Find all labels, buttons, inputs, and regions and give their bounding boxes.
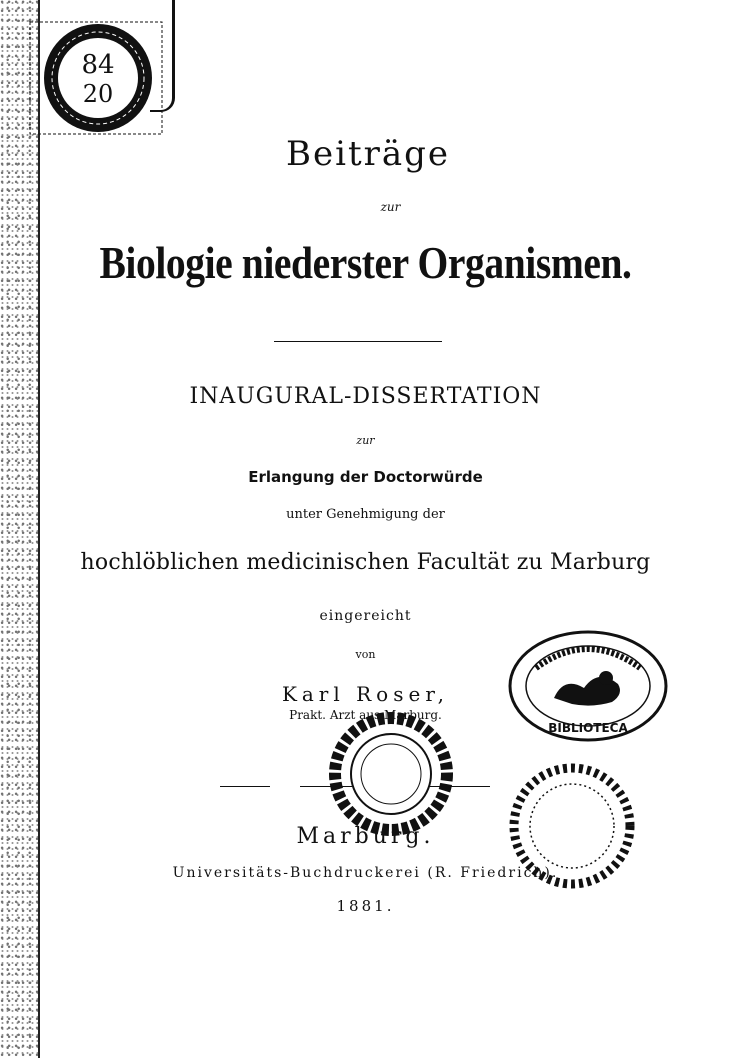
lower-right-stamp	[500, 762, 646, 894]
top-left-stamp-icon	[28, 18, 168, 138]
dissertation-heading: INAUGURAL-DISSERTATION	[189, 384, 542, 409]
main-title: Biologie niederster Organismen.	[99, 237, 632, 288]
top-left-stamp	[28, 18, 168, 138]
imprint-printer: Universitäts-Buchdruckerei (R. Friedrich).	[172, 865, 559, 881]
middle-round-stamp	[318, 716, 464, 822]
svg-text:84: 84	[81, 50, 115, 80]
approval-line: unter Genehmigung der	[286, 507, 445, 522]
author-name: Karl Roser,	[281, 682, 450, 706]
imprint-divider-left	[220, 786, 270, 787]
library-seal-icon	[506, 628, 670, 744]
imprint-year: 1881.	[336, 897, 395, 915]
submitted-line: eingereicht	[319, 608, 412, 624]
dashed-seal-icon	[500, 762, 646, 894]
title-divider	[274, 341, 442, 342]
by-line: von	[355, 648, 376, 661]
svg-text:BIBLIOTECA: BIBLIOTECA	[548, 721, 628, 735]
imprint-place: Marburg.	[296, 824, 435, 849]
purpose-line: Erlangung der Doctorwürde	[248, 468, 483, 486]
faculty-line: hochlöblichen medicinischen Facultät zu Marburg	[80, 550, 651, 575]
round-seal-icon	[318, 716, 464, 822]
svg-text:20: 20	[82, 80, 114, 108]
author-title: Prakt. Arzt aus Marburg.	[289, 708, 442, 722]
title-conjunction-1: zur	[380, 200, 401, 214]
library-oval-stamp	[506, 628, 670, 744]
title-conjunction-2: zur	[356, 434, 375, 447]
title-line-1: Beiträge	[286, 134, 451, 174]
